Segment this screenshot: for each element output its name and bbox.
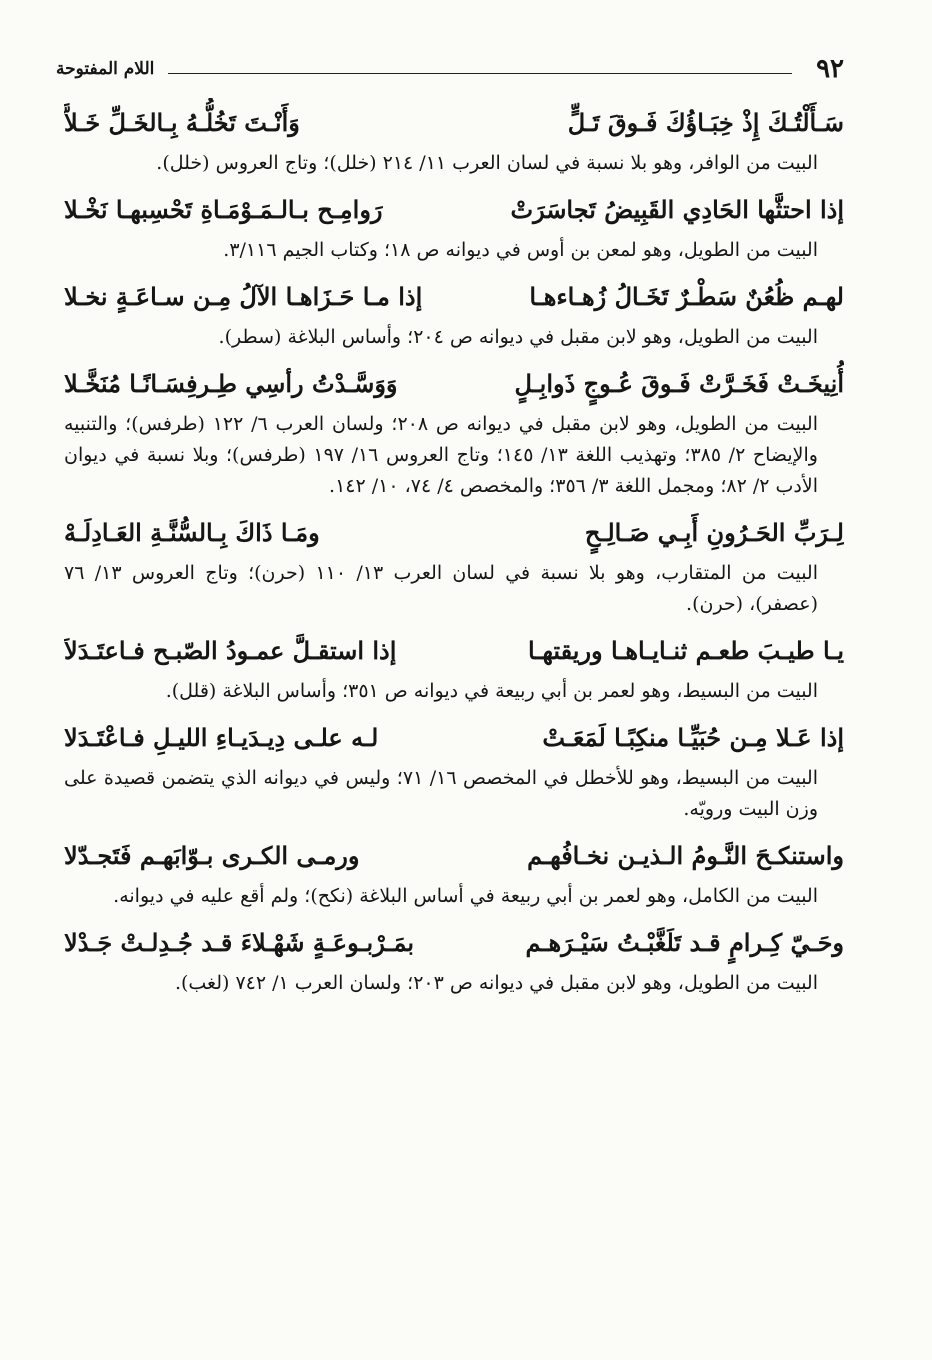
page-number: ٩٢ <box>816 54 844 84</box>
verse-commentary: البيت من البسيط، وهو لعمر بن أبي ربيعة في ديوانه ص ٣٥١؛ وأساس البلاغة (قلل). <box>165 680 818 702</box>
verse-entry <box>64 713 844 825</box>
verse-second-hemistich: بمَـرْبـوعَـةٍ شَهْـلاءَ قـد جُـدِلـتْ جَـدْلا <box>64 928 415 957</box>
chapter-title: اللام المفتوحة <box>56 59 155 79</box>
verse-entry <box>64 272 844 353</box>
verse-commentary: البيت من المتقارب، وهو بلا نسبة في لسان العرب ١٣/ ١١٠ (حرن)؛ وتاج العروس ١٣/ ٧٦ (عصفر)، (حرن). <box>64 562 818 615</box>
verse-commentary: البيت من الطويل، وهو لمعن بن أوس في ديوانه ص ١٨؛ وكتاب الجيم ٣/١١٦. <box>223 239 818 261</box>
verse-first-hemistich: يـا طيـبَ طعـم ثنـايـاهـا وريقتهـا <box>527 636 844 665</box>
verse-second-hemistich: رَوامِـح بـالـمَـوْمَـاةِ تَحْسِبهـا نَخْـلا <box>64 195 383 224</box>
verse-commentary: البيت من البسيط، وهو للأخطل في المخصص ١٦/ ٧١؛ وليس في ديوانه الذي يتضمن قصيدة على وزن البيت ورويّه. <box>64 767 818 820</box>
verse-line <box>64 359 844 409</box>
verse-line <box>64 626 844 676</box>
verse-second-hemistich: إذا مـا حَـزَاهـا الآلُ مِـن سـاعَـةٍ نخـلا <box>64 282 423 311</box>
verse-first-hemistich: سَـأَلْتُـكَ إِذْ خِبَـاؤُكَ فَـوقَ تَـلٍّ <box>567 108 844 137</box>
verse-line <box>64 272 844 322</box>
verse-first-hemistich: لِـرَبِّ الحَـرُونِ أَبِـي صَـالِـحٍ <box>584 518 844 547</box>
verse-first-hemistich: إذا عَـلا مِـن حُبَيِّـا منكِبًـا لَمَعَـتْ <box>542 723 844 752</box>
verse-second-hemistich: لـه علـى دِيـدَيـاءِ الليـلِ فـاعْتَـدَلا <box>64 723 379 752</box>
verse-line <box>64 508 844 558</box>
verse-first-hemistich: إذا احتثَّها الحَادِي القَبِيضُ تَجاسَرَتْ <box>510 195 844 224</box>
verse-line <box>64 713 844 763</box>
verse-line <box>64 185 844 235</box>
verse-entry <box>64 508 844 620</box>
verse-entry <box>64 831 844 912</box>
page-header <box>56 52 844 86</box>
verse-list <box>64 98 844 1005</box>
verse-commentary: البيت من الكامل، وهو لعمر بن أبي ربيعة في أساس البلاغة (نكح)؛ ولم أقع عليه في ديوانه. <box>113 885 818 907</box>
verse-second-hemistich: ورمـى الكـرى بـوّابَهـم فَتَجـدّلا <box>64 841 360 870</box>
verse-commentary: البيت من الطويل، وهو لابن مقبل في ديوانه ص ٢٠٨؛ ولسان العرب ٦/ ١٢٢ (طرفس)؛ والتنبيه والإيضاح ٢/ ٣٨٥؛ وتهذيب اللغة ١٣/ ١٤٥؛ وتاج العروس ١٦/ ١٩٧ (طرفس)؛ وبلا نسبة في ديوان الأدب ٢/ ٨٢؛ ومجمل اللغة ٣/ ٣٥٦؛ والمخصص ٤/ ٧٤، ١٠/ ١٤٢. <box>64 413 818 497</box>
verse-line <box>64 98 844 148</box>
verse-line <box>64 831 844 881</box>
verse-line <box>64 918 844 968</box>
verse-commentary: البيت من الطويل، وهو لابن مقبل في ديوانه ص ٢٠٤؛ وأساس البلاغة (سطر). <box>218 326 818 348</box>
verse-entry <box>64 626 844 707</box>
verse-first-hemistich: واستنكـحَ النَّـومُ الـذيـن نخـافُهـم <box>527 841 844 870</box>
verse-first-hemistich: لهـم ظُعُنٌ سَطْـرٌ تَخَـالُ زُهـاءهـا <box>529 282 844 311</box>
verse-entry <box>64 98 844 179</box>
verse-second-hemistich: ومَـا ذَاكَ بِـالسُّنَّـةِ العَـادِلَـهْ <box>64 518 320 547</box>
verse-entry <box>64 359 844 502</box>
verse-second-hemistich: إذا استقـلَّ عمـودُ الصّبـح فـاعتَـدَلاَ <box>64 636 397 665</box>
header-rule <box>168 73 792 74</box>
verse-first-hemistich: أُنِيخَـتْ فَخَـرَّتْ فَـوقَ عُـوجٍ ذَوابِـلٍ <box>514 369 844 398</box>
verse-second-hemistich: وَوَسَّـدْتُ رأسِي طِـرفِسَـانًـا مُنَخَّـلا <box>64 369 398 398</box>
verse-entry <box>64 918 844 999</box>
verse-first-hemistich: وحَـيّ كِـرامٍ قـد تَلَغَّبْـتُ سَيْـرَهـم <box>525 928 844 957</box>
verse-entry <box>64 185 844 266</box>
verse-commentary: البيت من الطويل، وهو لابن مقبل في ديوانه ص ٢٠٣؛ ولسان العرب ١/ ٧٤٢ (لغب). <box>174 972 818 994</box>
verse-commentary: البيت من الوافر، وهو بلا نسبة في لسان العرب ١١/ ٢١٤ (خلل)؛ وتاج العروس (خلل). <box>156 152 818 174</box>
verse-second-hemistich: وَأَنْـتَ تَخُلُّـهُ بِـالخَـلِّ خَـلاَّ <box>64 108 300 137</box>
